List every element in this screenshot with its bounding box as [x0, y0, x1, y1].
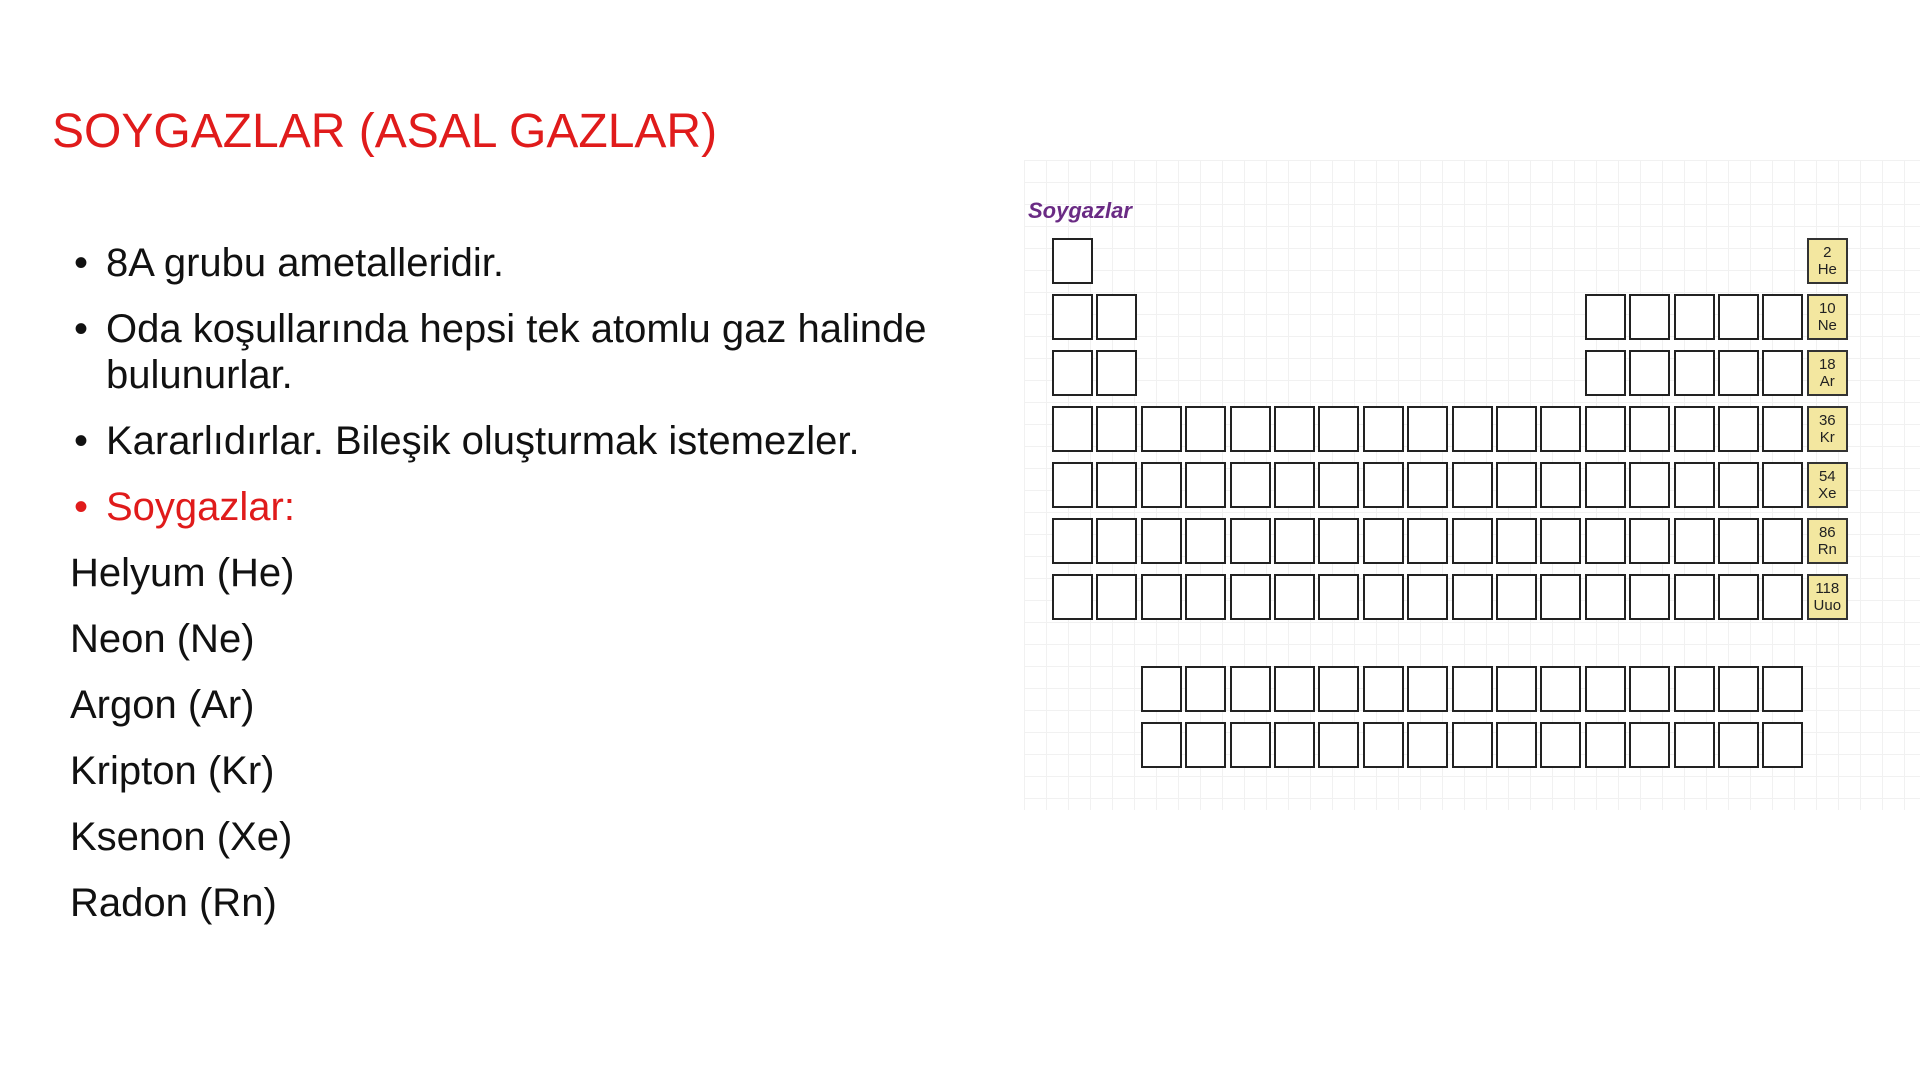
element-cell — [1185, 574, 1226, 620]
atomic-number: 36 — [1818, 412, 1836, 429]
element-cell — [1674, 722, 1715, 768]
element-cell — [1052, 574, 1093, 620]
element-cell — [1585, 666, 1626, 712]
element-cell — [1363, 666, 1404, 712]
noble-gas-cell — [1807, 518, 1848, 564]
element-cell — [1540, 518, 1581, 564]
element-cell — [1674, 518, 1715, 564]
bullet-item: • Kararlıdırlar. Bileşik oluşturmak istemezler. — [70, 418, 1030, 464]
element-cell — [1674, 406, 1715, 452]
element-cell — [1141, 722, 1182, 768]
element-cell — [1540, 666, 1581, 712]
element-cell — [1230, 574, 1271, 620]
element-symbol: Xe — [1818, 485, 1837, 502]
element-cell — [1540, 722, 1581, 768]
element-cell — [1674, 666, 1715, 712]
element-cell — [1052, 406, 1093, 452]
element-cell — [1052, 462, 1093, 508]
element-cell — [1718, 574, 1759, 620]
element-cell — [1274, 518, 1315, 564]
atomic-number: 10 — [1818, 300, 1836, 317]
content-area — [70, 240, 1030, 946]
slide-title: SOYGAZLAR (ASAL GAZLAR) — [52, 105, 718, 158]
gas-item: Kripton (Kr) — [70, 749, 275, 793]
element-cell — [1452, 574, 1493, 620]
bullet-item: • Oda koşullarında hepsi tek atomlu gaz halinde bulunurlar. — [70, 306, 1030, 398]
element-symbol: Rn — [1817, 541, 1837, 558]
element-cell — [1762, 294, 1803, 340]
element-cell — [1052, 518, 1093, 564]
element-cell — [1452, 406, 1493, 452]
atomic-number: 2 — [1823, 244, 1832, 261]
element-cell — [1585, 406, 1626, 452]
element-cell — [1274, 462, 1315, 508]
gas-item: Ksenon (Xe) — [70, 815, 293, 859]
element-cell — [1318, 406, 1359, 452]
element-cell — [1274, 666, 1315, 712]
element-cell — [1496, 666, 1537, 712]
element-cell — [1141, 462, 1182, 508]
element-cell — [1363, 462, 1404, 508]
element-cell — [1407, 406, 1448, 452]
element-cell — [1718, 518, 1759, 564]
gas-item: Argon (Ar) — [70, 683, 255, 727]
element-cell — [1629, 462, 1670, 508]
element-cell — [1096, 518, 1137, 564]
element-cell — [1452, 722, 1493, 768]
table-label: Soygazlar — [1028, 198, 1132, 223]
element-cell — [1585, 722, 1626, 768]
element-cell — [1496, 574, 1537, 620]
element-cell — [1141, 518, 1182, 564]
element-cell — [1540, 406, 1581, 452]
element-cell — [1762, 518, 1803, 564]
element-cell — [1052, 294, 1093, 340]
element-cell — [1096, 406, 1137, 452]
element-symbol: Ar — [1819, 373, 1835, 390]
element-cell — [1496, 462, 1537, 508]
element-cell — [1096, 574, 1137, 620]
noble-gas-cell — [1807, 462, 1848, 508]
element-cell — [1629, 518, 1670, 564]
element-cell — [1096, 462, 1137, 508]
element-cell — [1230, 722, 1271, 768]
element-cell — [1230, 666, 1271, 712]
element-cell — [1318, 574, 1359, 620]
gas-item: Neon (Ne) — [70, 617, 255, 661]
element-cell — [1674, 350, 1715, 396]
element-cell — [1762, 462, 1803, 508]
element-cell — [1363, 722, 1404, 768]
element-cell — [1407, 462, 1448, 508]
element-cell — [1274, 574, 1315, 620]
gas-item: Helyum (He) — [70, 551, 295, 595]
element-cell — [1318, 722, 1359, 768]
element-cell — [1363, 518, 1404, 564]
element-cell — [1496, 722, 1537, 768]
element-cell — [1230, 518, 1271, 564]
element-cell — [1141, 406, 1182, 452]
element-cell — [1407, 722, 1448, 768]
element-cell — [1185, 462, 1226, 508]
element-cell — [1318, 462, 1359, 508]
element-cell — [1452, 518, 1493, 564]
element-cell — [1629, 350, 1670, 396]
element-cell — [1185, 518, 1226, 564]
element-cell — [1452, 462, 1493, 508]
element-cell — [1718, 722, 1759, 768]
element-cell — [1674, 574, 1715, 620]
atomic-number: 118 — [1815, 580, 1840, 597]
element-cell — [1629, 294, 1670, 340]
element-cell — [1540, 574, 1581, 620]
element-cell — [1629, 722, 1670, 768]
element-symbol: Kr — [1819, 429, 1835, 446]
element-cell — [1496, 518, 1537, 564]
gas-item: Radon (Rn) — [70, 881, 277, 925]
element-cell — [1318, 518, 1359, 564]
element-cell — [1585, 350, 1626, 396]
element-cell — [1141, 666, 1182, 712]
element-symbol: Ne — [1817, 317, 1837, 334]
element-cell — [1230, 462, 1271, 508]
element-cell — [1052, 350, 1093, 396]
element-cell — [1363, 406, 1404, 452]
element-cell — [1585, 462, 1626, 508]
element-cell — [1185, 722, 1226, 768]
element-cell — [1096, 294, 1137, 340]
element-cell — [1718, 666, 1759, 712]
element-cell — [1540, 462, 1581, 508]
element-cell — [1052, 238, 1093, 284]
element-cell — [1585, 518, 1626, 564]
atomic-number: 54 — [1818, 468, 1836, 485]
atomic-number: 86 — [1818, 524, 1836, 541]
element-cell — [1585, 574, 1626, 620]
noble-gas-cell — [1807, 238, 1848, 284]
atomic-number: 18 — [1818, 356, 1836, 373]
noble-gas-cell — [1807, 406, 1848, 452]
gas-list — [70, 550, 1030, 926]
element-cell — [1496, 406, 1537, 452]
bullet-item: • 8A grubu ametalleridir. — [70, 240, 1030, 286]
bullet-item-highlight: • Soygazlar: — [70, 484, 1030, 530]
element-cell — [1629, 574, 1670, 620]
element-cell — [1629, 666, 1670, 712]
element-cell — [1185, 406, 1226, 452]
element-symbol: He — [1817, 261, 1837, 278]
element-cell — [1762, 350, 1803, 396]
element-cell — [1274, 406, 1315, 452]
element-cell — [1363, 574, 1404, 620]
element-cell — [1318, 666, 1359, 712]
element-cell — [1407, 574, 1448, 620]
element-cell — [1274, 722, 1315, 768]
element-cell — [1718, 462, 1759, 508]
element-cell — [1762, 666, 1803, 712]
noble-gas-cell — [1807, 294, 1848, 340]
element-cell — [1718, 294, 1759, 340]
element-cell — [1718, 406, 1759, 452]
element-cell — [1762, 722, 1803, 768]
element-cell — [1585, 294, 1626, 340]
element-cell — [1674, 462, 1715, 508]
element-cell — [1185, 666, 1226, 712]
element-cell — [1762, 574, 1803, 620]
periodic-table-figure — [1024, 160, 1920, 810]
element-cell — [1452, 666, 1493, 712]
element-cell — [1407, 666, 1448, 712]
element-cell — [1096, 350, 1137, 396]
element-cell — [1762, 406, 1803, 452]
element-cell — [1629, 406, 1670, 452]
noble-gas-cell — [1807, 350, 1848, 396]
element-cell — [1230, 406, 1271, 452]
element-symbol: Uuo — [1813, 597, 1842, 614]
element-cell — [1141, 574, 1182, 620]
element-cell — [1674, 294, 1715, 340]
noble-gas-cell — [1807, 574, 1848, 620]
element-cell — [1407, 518, 1448, 564]
element-cell — [1718, 350, 1759, 396]
